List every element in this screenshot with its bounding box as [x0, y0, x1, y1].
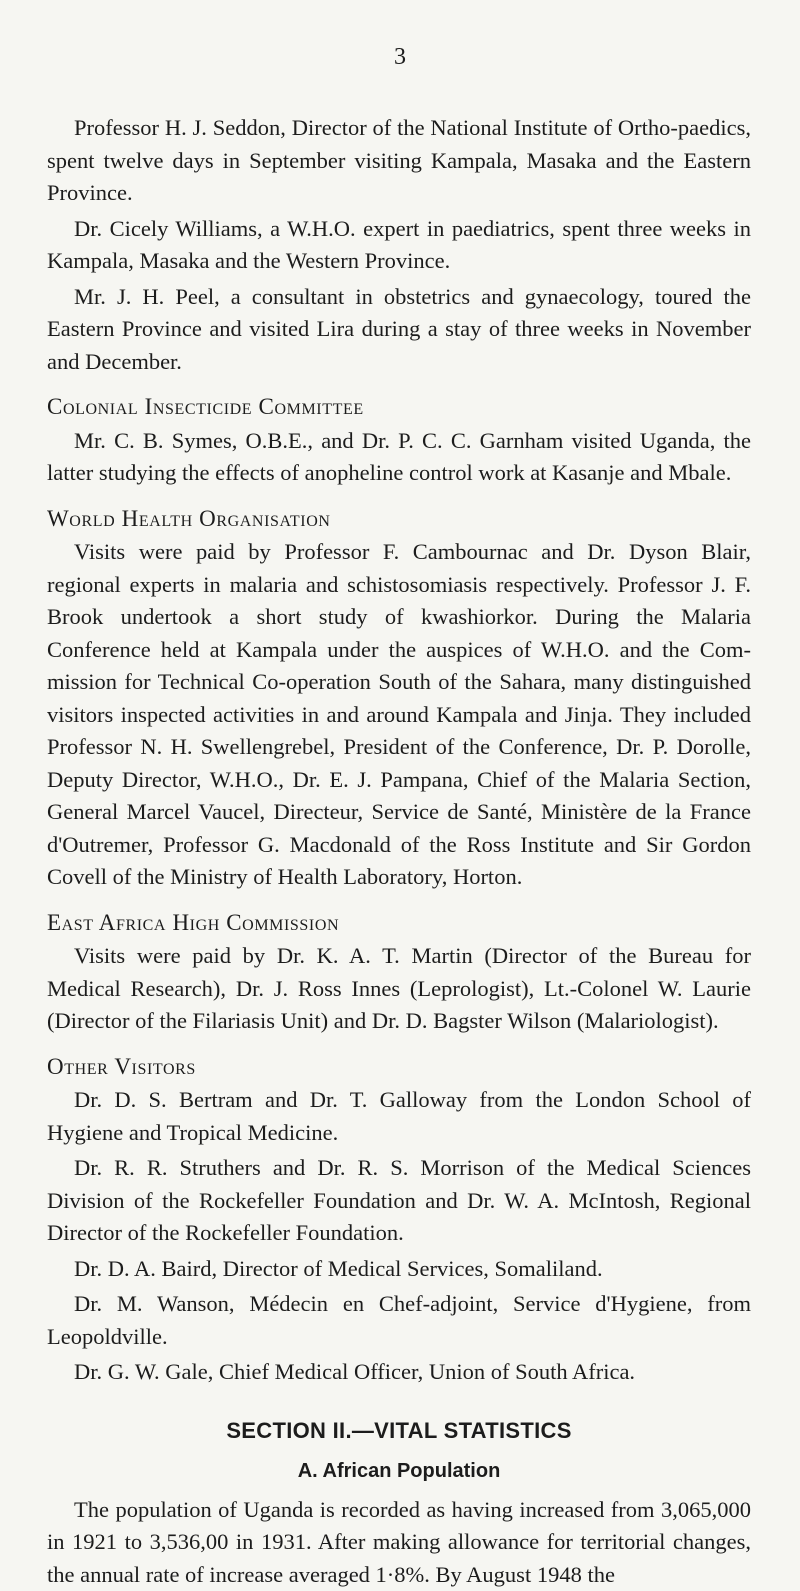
- paragraph-seddon: Professor H. J. Seddon, Director of the National Institute of Ortho-paedics, spent twelve days in September visiting Kampala, Masaka and the Eastern Province.: [47, 112, 751, 210]
- paragraph-gale: Dr. G. W. Gale, Chief Medical Officer, Union of South Africa.: [47, 1356, 751, 1389]
- paragraph-eahc-visits: Visits were paid by Dr. K. A. T. Martin (Director of the Bureau for Medical Research), Dr. J. Ross Innes (Leprologist), Lt.-Colonel W. Laurie (Director of the Filariasis Unit) and Dr. D. Bagster Wilson (Malariologist).: [47, 940, 751, 1038]
- paragraph-peel: Mr. J. H. Peel, a consultant in obstetrics and gynaecology, toured the Eastern Province and visited Lira during a stay of three weeks in November and December.: [47, 281, 751, 379]
- paragraph-who-visits: Visits were paid by Professor F. Cambournac and Dr. Dyson Blair, regional experts in malaria and schistosomiasis respectively. Professor J. F. Brook undertook a short study of kwashiorkor. During the Malaria Conference held at Kampala under the auspices of W.H.O. and the Com-mission for Technical Co-operation South of the Sahara, many distinguished visitors inspected activities in and around Kampala and Jinja. They included Professor N. H. Swellengrebel, President of the Conference, Dr. P. Dorolle, Deputy Director, W.H.O., Dr. E. J. Pampana, Chief of the Malaria Section, General Marcel Vaucel, Directeur, Service de Santé, Ministère de la France d'Outremer, Professor G. Macdonald of the Ross Institute and Sir Gordon Covell of the Ministry of Health Laboratory, Horton.: [47, 536, 751, 894]
- page-number: 3: [0, 44, 800, 71]
- paragraph-baird: Dr. D. A. Baird, Director of Medical Services, Somaliland.: [47, 1253, 751, 1286]
- page-body: [47, 112, 751, 1591]
- section-title: SECTION II.—VITAL STATISTICS: [47, 1415, 751, 1448]
- heading-east-africa-high-commission: East Africa High Commission: [47, 907, 751, 940]
- paragraph-wanson: Dr. M. Wanson, Médecin en Chef-adjoint, Service d'Hygiene, from Leopoldville.: [47, 1288, 751, 1353]
- heading-other-visitors: Other Visitors: [47, 1051, 751, 1084]
- heading-world-health-organisation: World Health Organisation: [47, 503, 751, 536]
- paragraph-bertram-galloway: Dr. D. S. Bertram and Dr. T. Galloway from the London School of Hygiene and Tropical Medicine.: [47, 1084, 751, 1149]
- paragraph-rockefeller: Dr. R. R. Struthers and Dr. R. S. Morrison of the Medical Sciences Division of the Rockefeller Foundation and Dr. W. A. McIntosh, Regional Director of the Rockefeller Foundation.: [47, 1152, 751, 1250]
- heading-colonial-insecticide-committee: Colonial Insecticide Committee: [47, 391, 751, 424]
- paragraph-colonial-insecticide: Mr. C. B. Symes, O.B.E., and Dr. P. C. C. Garnham visited Uganda, the latter studying the effects of anopheline control work at Kasanje and Mbale.: [47, 425, 751, 490]
- paragraph-williams: Dr. Cicely Williams, a W.H.O. expert in paediatrics, spent three weeks in Kampala, Masaka and the Western Province.: [47, 213, 751, 278]
- section-subtitle: A. African Population: [47, 1455, 751, 1488]
- paragraph-population: The population of Uganda is recorded as having increased from 3,065,000 in 1921 to 3,536,00 in 1931. After making allowance for territorial changes, the annual rate of increase averaged 1·8%. By August 1948 the: [47, 1494, 751, 1591]
